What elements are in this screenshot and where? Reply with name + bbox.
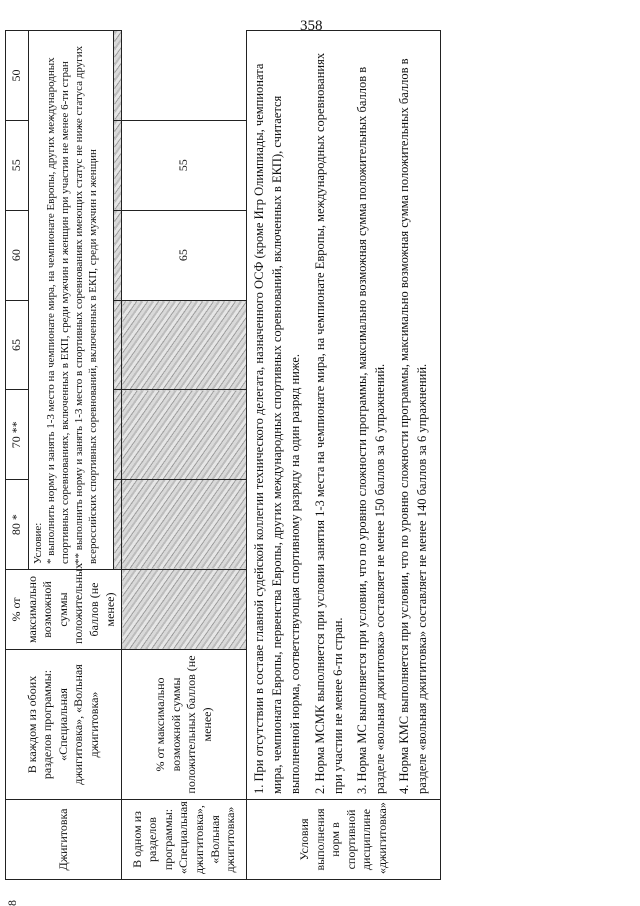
conditions-cell [28,31,114,570]
note-1: 1. При отсутствии в составе главной судейской коллегии технического делегата, назначенного ОСФ (кроме Игр Олимпиады, чемпионата мира, чемпионата Европы, первенства Европы, других международных спортивных соревнований, включенных в ЕКП), считается выполненной норма, соответствующая спортивному разряду на один разряд ниже. [252,63,303,794]
program-cell-1: В каждом из обоих разделов программы: «Специальная джигитовка», «Вольная джигитовка» [6,650,122,800]
value-cell-70: 70 ** [6,390,29,480]
value-cell-80: 80 * [6,480,29,570]
notes-cell [247,31,441,800]
condition-2: ** выполнить норму и занять 1-3 место в спортивных соревнованиях имеющих статус не ниже статуса других всероссийских спортивных соревнований, включенных в ЕКП, среди мужчин и женщин [72,45,99,564]
shaded-cell [114,390,122,480]
shaded-cell [114,300,122,390]
note-4: 4. Норма КМС выполняется при условии, что по уровню сложности программы, максимально возможная сумма положительных баллов в разделе «вольная джигитовка» составляет не менее 140 баллов за 6 упражнений. [397,58,430,794]
side-marker: 8 [5,900,19,906]
note-3: 3. Норма МС выполняется при условии, что по уровню сложности программы, максимально возможная сумма положительных баллов в разделе «вольная джигитовка» составляет не менее 150 баллов за 6 упражнений. [354,66,387,794]
conditions-label: Условия выполнения норм в спортивной дисциплине «джигитовка» [247,800,441,880]
rotated-page-content [5,30,575,906]
sport-name: Джигитовка [55,808,70,871]
shaded-cell [114,120,122,210]
note-2: 2. Норма МСМК выполняется при условии занятия 1-3 места на чемпионате мира, на чемпионате Европы, международных соревнованиях при участии не менее 6-ти стран. [312,52,345,794]
page-number: 358 [300,18,323,34]
value-cell-50: 50 [6,31,29,121]
shaded-cell [122,300,247,390]
shaded-cell [114,210,122,300]
value-cell-60: 60 [6,210,29,300]
sport-cell [6,800,122,880]
condition-1: * выполнить норму и занять 1-3 место на чемпионате мира, на чемпионате Европы, других международных спортивных соревнованиях, включенных в ЕКП, среди мужчин и женщин при участии не менее 6-ти стран [45,57,72,564]
row2-value-55: 55 [122,120,247,210]
shaded-cell [122,390,247,480]
program-cell-2: В одном из разделов программы: «Специальная джигитовка», «Вольная джигитовка» [122,800,247,880]
pct-cell-1: % от максимально возможной суммы положительных баллов (не менее) [6,570,122,650]
conditions-title: Условие: [31,522,44,564]
value-cell-65: 65 [6,300,29,390]
shaded-cell [114,480,122,570]
row2-value-65: 65 [122,210,247,300]
shaded-cell [114,31,122,121]
shaded-cell [122,570,247,650]
norms-table [5,30,441,880]
shaded-cell [122,480,247,570]
pct-cell-2: % от максимально возможной суммы положительных баллов (не менее) [122,650,247,800]
value-cell-55: 55 [6,120,29,210]
